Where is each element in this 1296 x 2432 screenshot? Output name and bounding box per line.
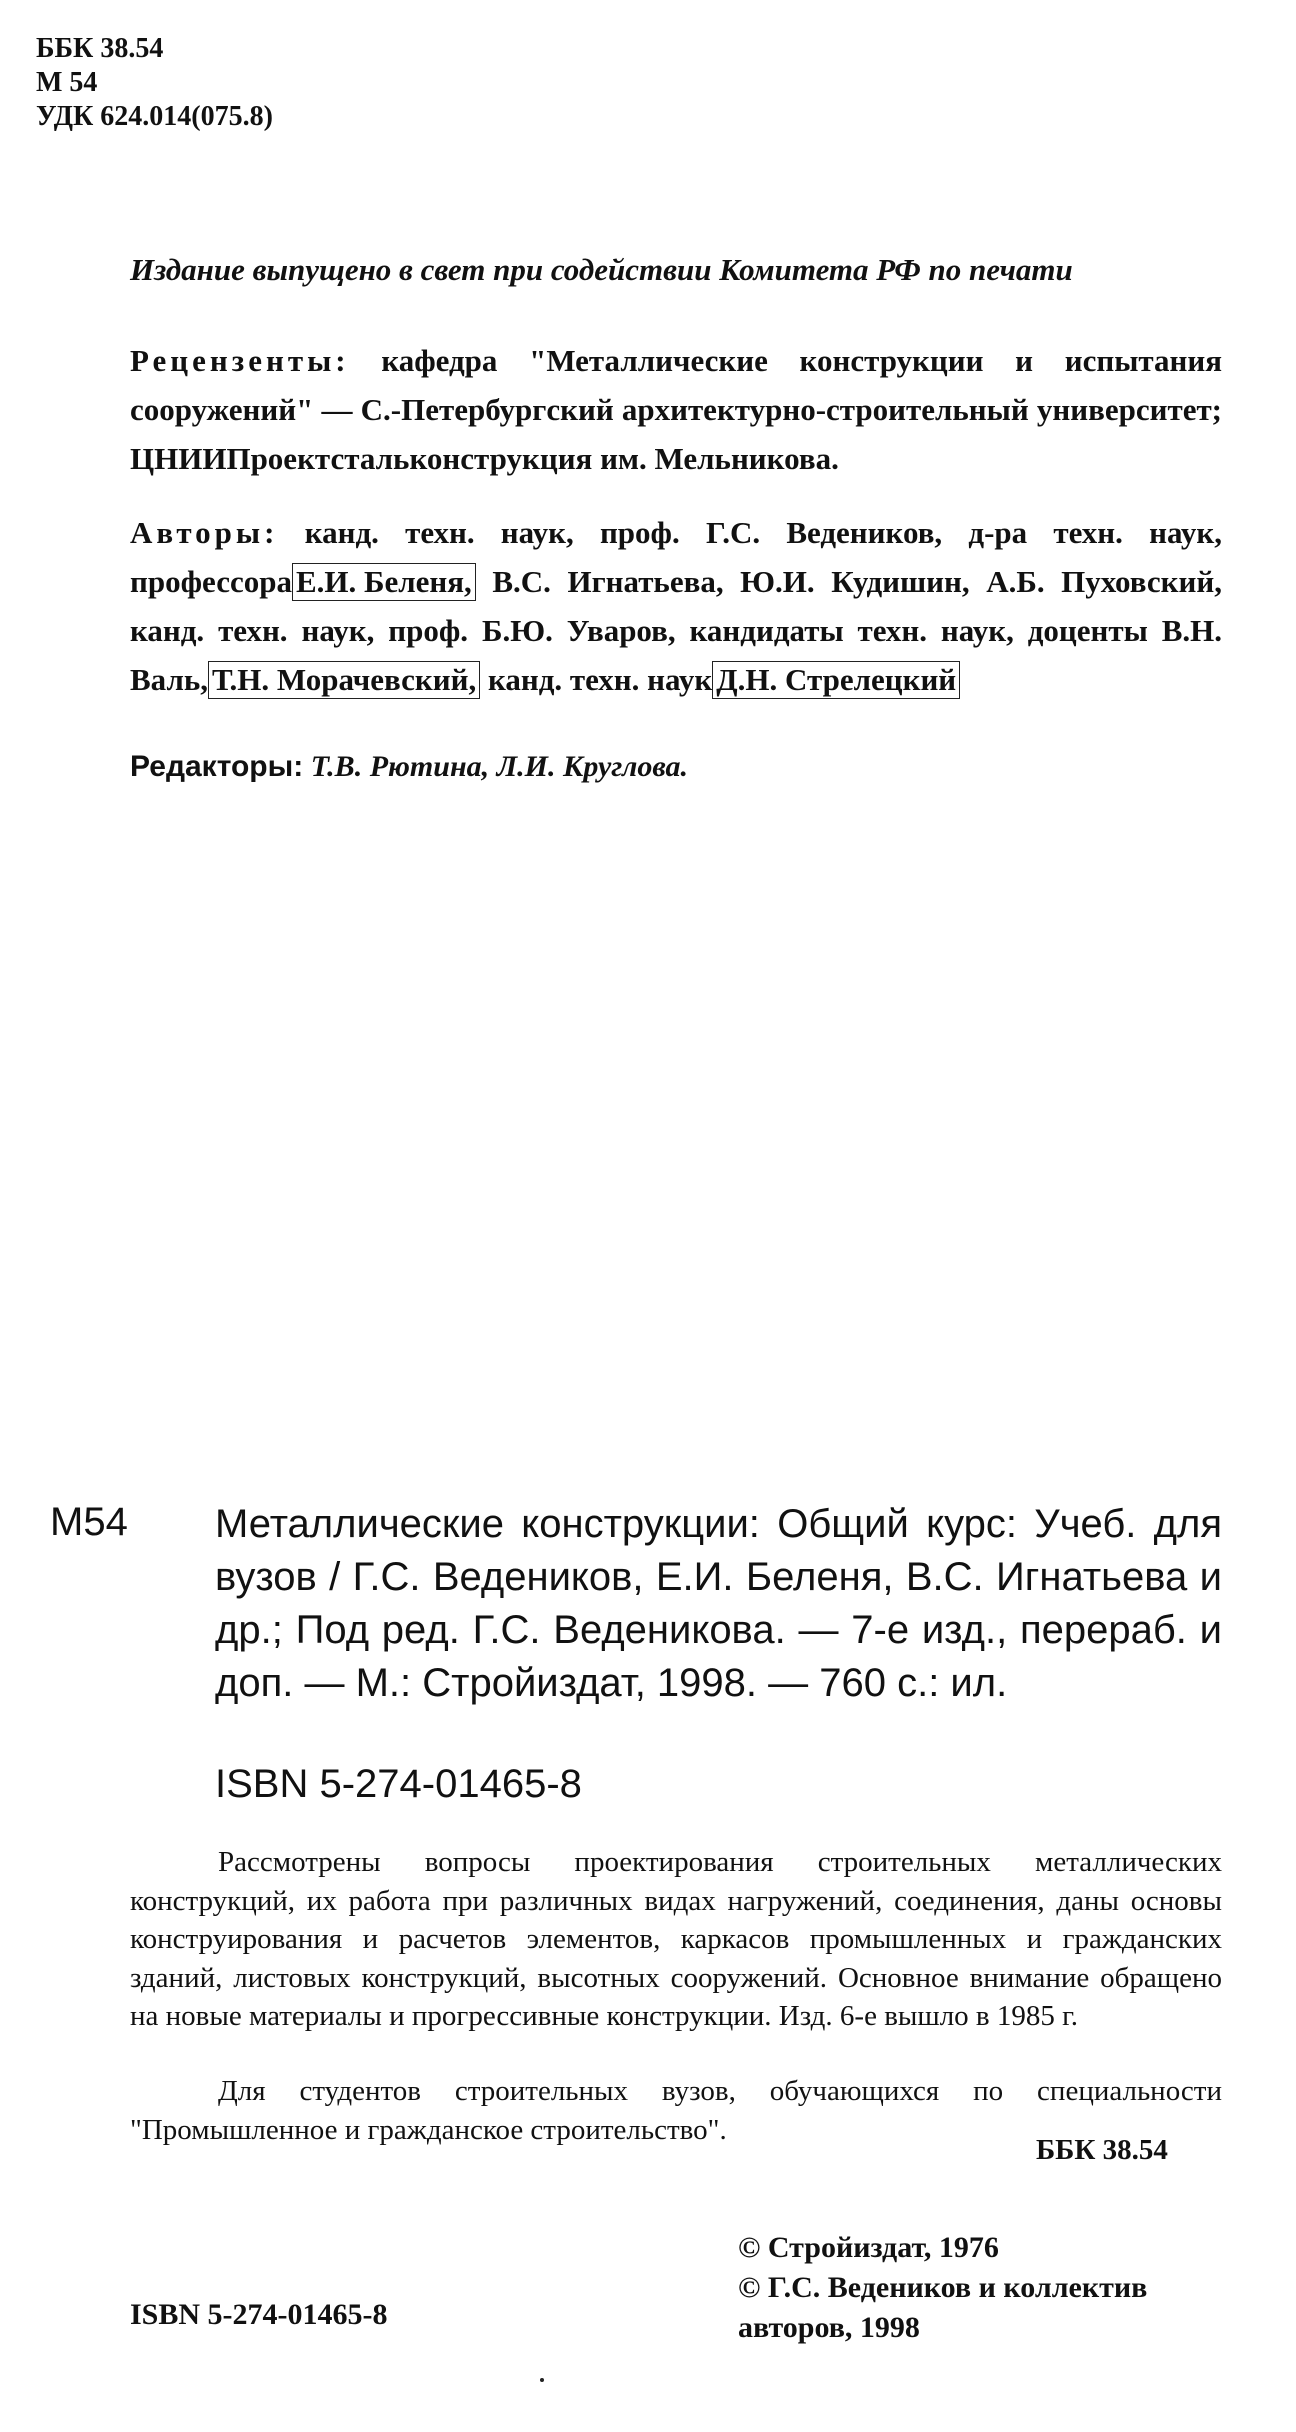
abstract-paragraph-1: [130, 1843, 1222, 2036]
authors-text-1: канд. техн. наук, проф. Г.С. Ведеников, д-ра техн. наук, профессора: [130, 515, 1222, 599]
catalog-entry: Металлические конструкции: Общий курс: Учеб. для вузов / Г.С. Ведеников, Е.И. Беленя, В.С. Игнатьева и др.; Под ред. Г.С. Веденикова. — 7-е изд., перераб. и доп. — М.: Стройиздат, 1998. — 760 с.: ил.: [215, 1502, 1222, 1705]
copyright-line-2: © Г.С. Ведеников и коллектив: [738, 2271, 1148, 2304]
catalog-code: М54: [50, 1500, 128, 1544]
reviewers-label: Рецензенты:: [130, 343, 350, 378]
author-boxed-belenya: Е.И. Беленя,: [292, 563, 476, 601]
authors-text-2: В.С. Игнатьева, Ю.И. Кудишин, А.Б. Пуховский, канд. техн. наук, проф. Б.Ю. Уваров, кандидаты техн. наук, доценты В.Н. Валь,: [130, 564, 1223, 697]
author-mark: М 54: [36, 67, 98, 98]
abstract-text-2: Для студентов строительных вузов, обучающихся по специальности "Промышленное и гражданское строительство".: [130, 2075, 1222, 2146]
author-boxed-streletsky: Д.Н. Стрелецкий: [712, 661, 960, 699]
copyright-block: [738, 2228, 1147, 2348]
reviewers-paragraph: [130, 336, 1222, 483]
editors-names: Т.В. Рютина, Л.И. Круглова.: [310, 750, 689, 783]
udk-code: УДК 624.014(075.8): [36, 101, 273, 132]
editors-line: [130, 750, 688, 784]
copyright-line-3: авторов, 1998: [738, 2311, 920, 2344]
page-dot: [540, 2378, 544, 2382]
author-boxed-morachevsky: Т.Н. Морачевский,: [208, 661, 480, 699]
catalog-isbn: ISBN 5-274-01465-8: [215, 1762, 582, 1806]
support-note: Издание выпущено в свет при содействии Комитета РФ по печати: [130, 252, 1073, 287]
reviewers-text: кафедра "Металлические конструкции и испытания сооружений" — С.-Петербургский архитектурно-строительный университет; ЦНИИПроектстальконструкция им. Мельникова.: [130, 343, 1222, 476]
editors-label: Редакторы:: [130, 750, 304, 783]
authors-label: Авторы:: [130, 515, 279, 550]
authors-text-3: канд. техн. наук: [487, 662, 713, 697]
authors-paragraph: [130, 508, 1222, 704]
copyright-line-1: © Стройиздат, 1976: [738, 2231, 999, 2264]
isbn-bottom: ISBN 5-274-01465-8: [130, 2298, 388, 2331]
bbk-code: ББК 38.54: [36, 33, 164, 64]
classification-codes: [36, 32, 273, 134]
abstract-bbk: ББК 38.54: [1036, 2134, 1168, 2166]
abstract-text-1: Рассмотрены вопросы проектирования строительных металлических конструкций, их работа при различных видах нагружений, соединения, даны основы конструирования и расчетов элементов, каркасов промышленных и гражданских зданий, листовых конструкций, высотных сооружений. Основное внимание обращено на новые материалы и прогрессивные конструкции. Изд. 6-е вышло в 1985 г.: [130, 1846, 1222, 2032]
